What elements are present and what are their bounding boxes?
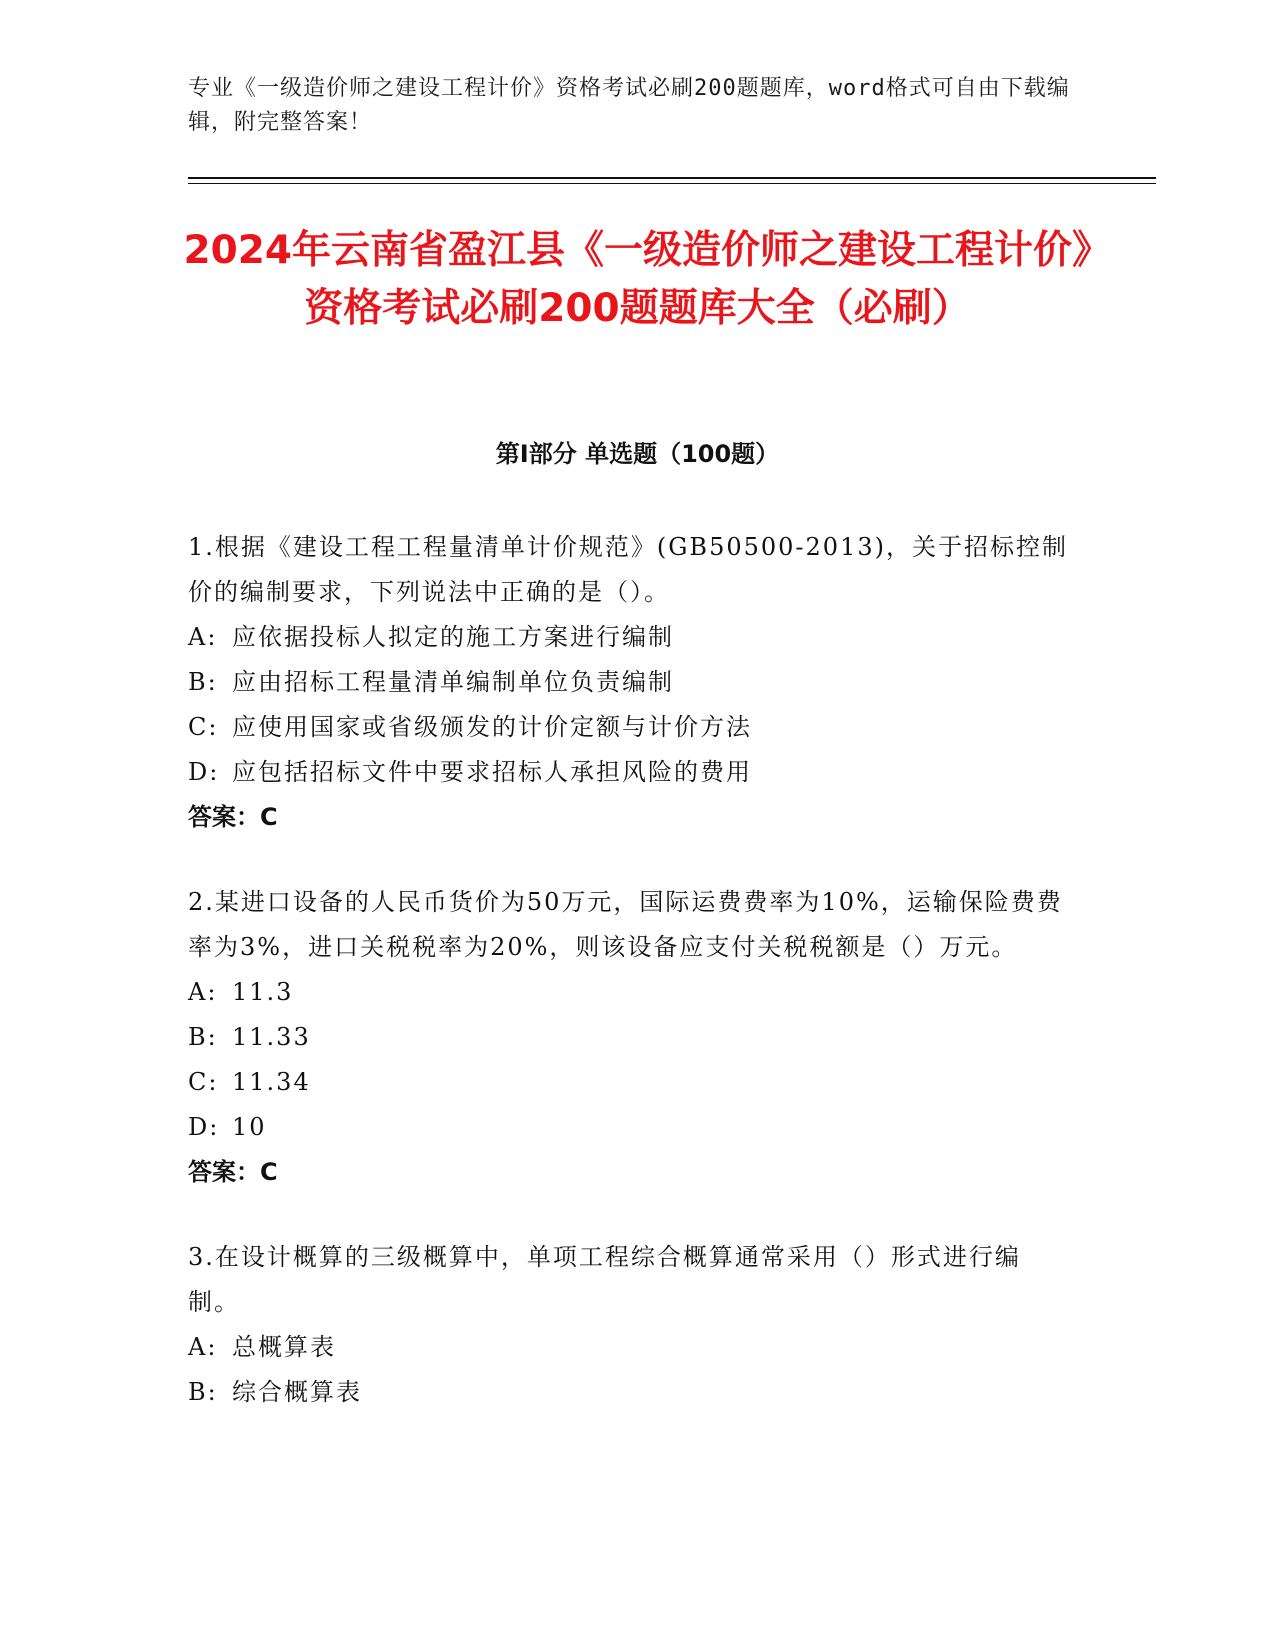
option-key: B:	[188, 668, 218, 696]
question-stem: 2.某进口设备的人民币货价为50万元，国际运费费率为10%，运输保险费费率为3%，进口关税税率为20%，则该设备应支付关税税额是（）万元。	[188, 888, 1063, 961]
option-b	[188, 1370, 1068, 1415]
option-c	[188, 705, 1068, 750]
option-text: 应使用国家或省级颁发的计价定额与计价方法	[232, 713, 752, 741]
question-stem: 3.在设计概算的三级概算中，单项工程综合概算通常采用（）形式进行编制。	[188, 1243, 1021, 1316]
question-2	[188, 880, 1068, 1195]
option-key: A:	[188, 1333, 218, 1361]
option-c	[188, 1060, 1068, 1105]
option-text: 应依据投标人拟定的施工方案进行编制	[232, 623, 674, 651]
option-a	[188, 615, 1068, 660]
answer-line: 答案：C	[188, 803, 278, 831]
header-rule-thin	[188, 183, 1156, 184]
option-text: 应包括招标文件中要求招标人承担风险的费用	[232, 758, 752, 786]
option-key: A:	[188, 623, 218, 651]
option-text: 应由招标工程量清单编制单位负责编制	[232, 668, 674, 696]
option-d	[188, 1105, 1068, 1150]
section-title: 第I部分 单选题（100题）	[495, 440, 780, 468]
option-a	[188, 970, 1068, 1015]
option-key: D:	[188, 758, 220, 786]
option-key: D:	[188, 1113, 220, 1141]
option-key: C:	[188, 1068, 219, 1096]
option-key: C:	[188, 713, 219, 741]
answer-line: 答案：C	[188, 1158, 278, 1186]
option-text: 11.3	[232, 978, 294, 1006]
option-key: B:	[188, 1023, 218, 1051]
option-key: A:	[188, 978, 218, 1006]
option-text: 综合概算表	[232, 1378, 362, 1406]
header-note: 专业《一级造价师之建设工程计价》资格考试必刷200题题库，word格式可自由下载编辑，附完整答案！	[188, 76, 1070, 135]
option-text: 11.33	[232, 1023, 311, 1051]
option-text: 总概算表	[232, 1333, 336, 1361]
option-key: B:	[188, 1378, 218, 1406]
question-3	[188, 1235, 1068, 1415]
option-d	[188, 750, 1068, 795]
document-title: 2024年云南省盈江县《一级造价师之建设工程计价》资格考试必刷200题题库大全（必刷）	[183, 228, 1092, 331]
question-1	[188, 525, 1068, 840]
question-list	[188, 525, 1068, 1455]
option-b	[188, 1015, 1068, 1060]
option-text: 10	[232, 1113, 267, 1141]
option-a	[188, 1325, 1068, 1370]
header-rule-thick	[188, 177, 1156, 179]
question-stem: 1.根据《建设工程工程量清单计价规范》(GB50500-2013)，关于招标控制价的编制要求，下列说法中正确的是（）。	[188, 533, 1068, 606]
option-text: 11.34	[232, 1068, 311, 1096]
option-b	[188, 660, 1068, 705]
